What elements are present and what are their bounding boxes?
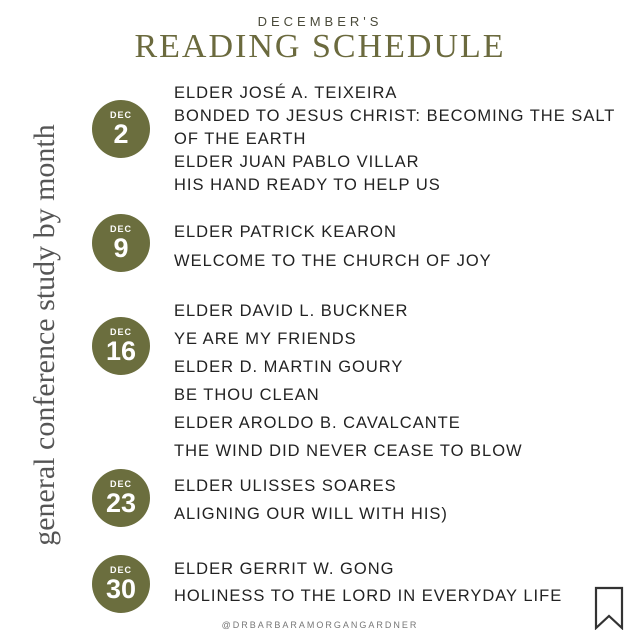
date-badge-dec-2 — [92, 100, 150, 158]
entry-line: WELCOME TO THE CHURCH OF JOY — [174, 252, 492, 270]
entry-line: ELDER ULISSES SOARES — [174, 477, 397, 495]
header-subtitle: DECEMBER'S — [257, 14, 383, 29]
badge-month: DEC — [109, 479, 132, 489]
side-caption: general conference study by month — [28, 124, 61, 546]
date-badge-dec-9 — [92, 214, 150, 272]
badge-month: DEC — [109, 110, 132, 120]
entry-line: HOLINESS TO THE LORD IN EVERYDAY LIFE — [174, 587, 563, 605]
entry-line: ELDER JUAN PABLO VILLAR — [174, 153, 420, 171]
entry-line: THE WIND DID NEVER CEASE TO BLOW — [174, 442, 523, 460]
entry-line: ELDER JOSÉ A. TEIXEIRA — [174, 84, 398, 102]
bookmark-icon[interactable] — [594, 586, 624, 635]
badge-month: DEC — [109, 224, 132, 234]
badge-day: 2 — [113, 119, 129, 149]
entry-line: ELDER GERRIT W. GONG — [174, 560, 395, 578]
entry-line: ALIGNING OUR WILL WITH HIS) — [174, 505, 448, 523]
entry-line: YE ARE MY FRIENDS — [174, 330, 357, 348]
date-badge-dec-23 — [92, 469, 150, 527]
badge-day: 23 — [105, 488, 137, 518]
date-badge-dec-16 — [92, 317, 150, 375]
entry-line: ELDER AROLDO B. CAVALCANTE — [174, 414, 461, 432]
entry-line: HIS HAND READY TO HELP US — [174, 176, 441, 194]
entry-line: ELDER DAVID L. BUCKNER — [174, 302, 409, 320]
badge-day: 16 — [105, 336, 137, 366]
entry-line: BONDED TO JESUS CHRIST: BECOMING THE SALT — [174, 107, 616, 125]
badge-month: DEC — [109, 327, 132, 337]
badge-day: 9 — [113, 233, 129, 263]
badge-month: DEC — [109, 565, 132, 575]
footer-handle: @DRBARBARAMORGANGARDNER — [221, 620, 419, 630]
entry-line: OF THE EARTH — [174, 130, 307, 148]
entry-line: ELDER D. MARTIN GOURY — [174, 358, 404, 376]
date-badge-dec-30 — [92, 555, 150, 613]
entry-line: ELDER PATRICK KEARON — [174, 223, 397, 241]
badge-day: 30 — [105, 574, 137, 604]
entry-line: BE THOU CLEAN — [174, 386, 320, 404]
page-title: READING SCHEDULE — [134, 28, 506, 65]
